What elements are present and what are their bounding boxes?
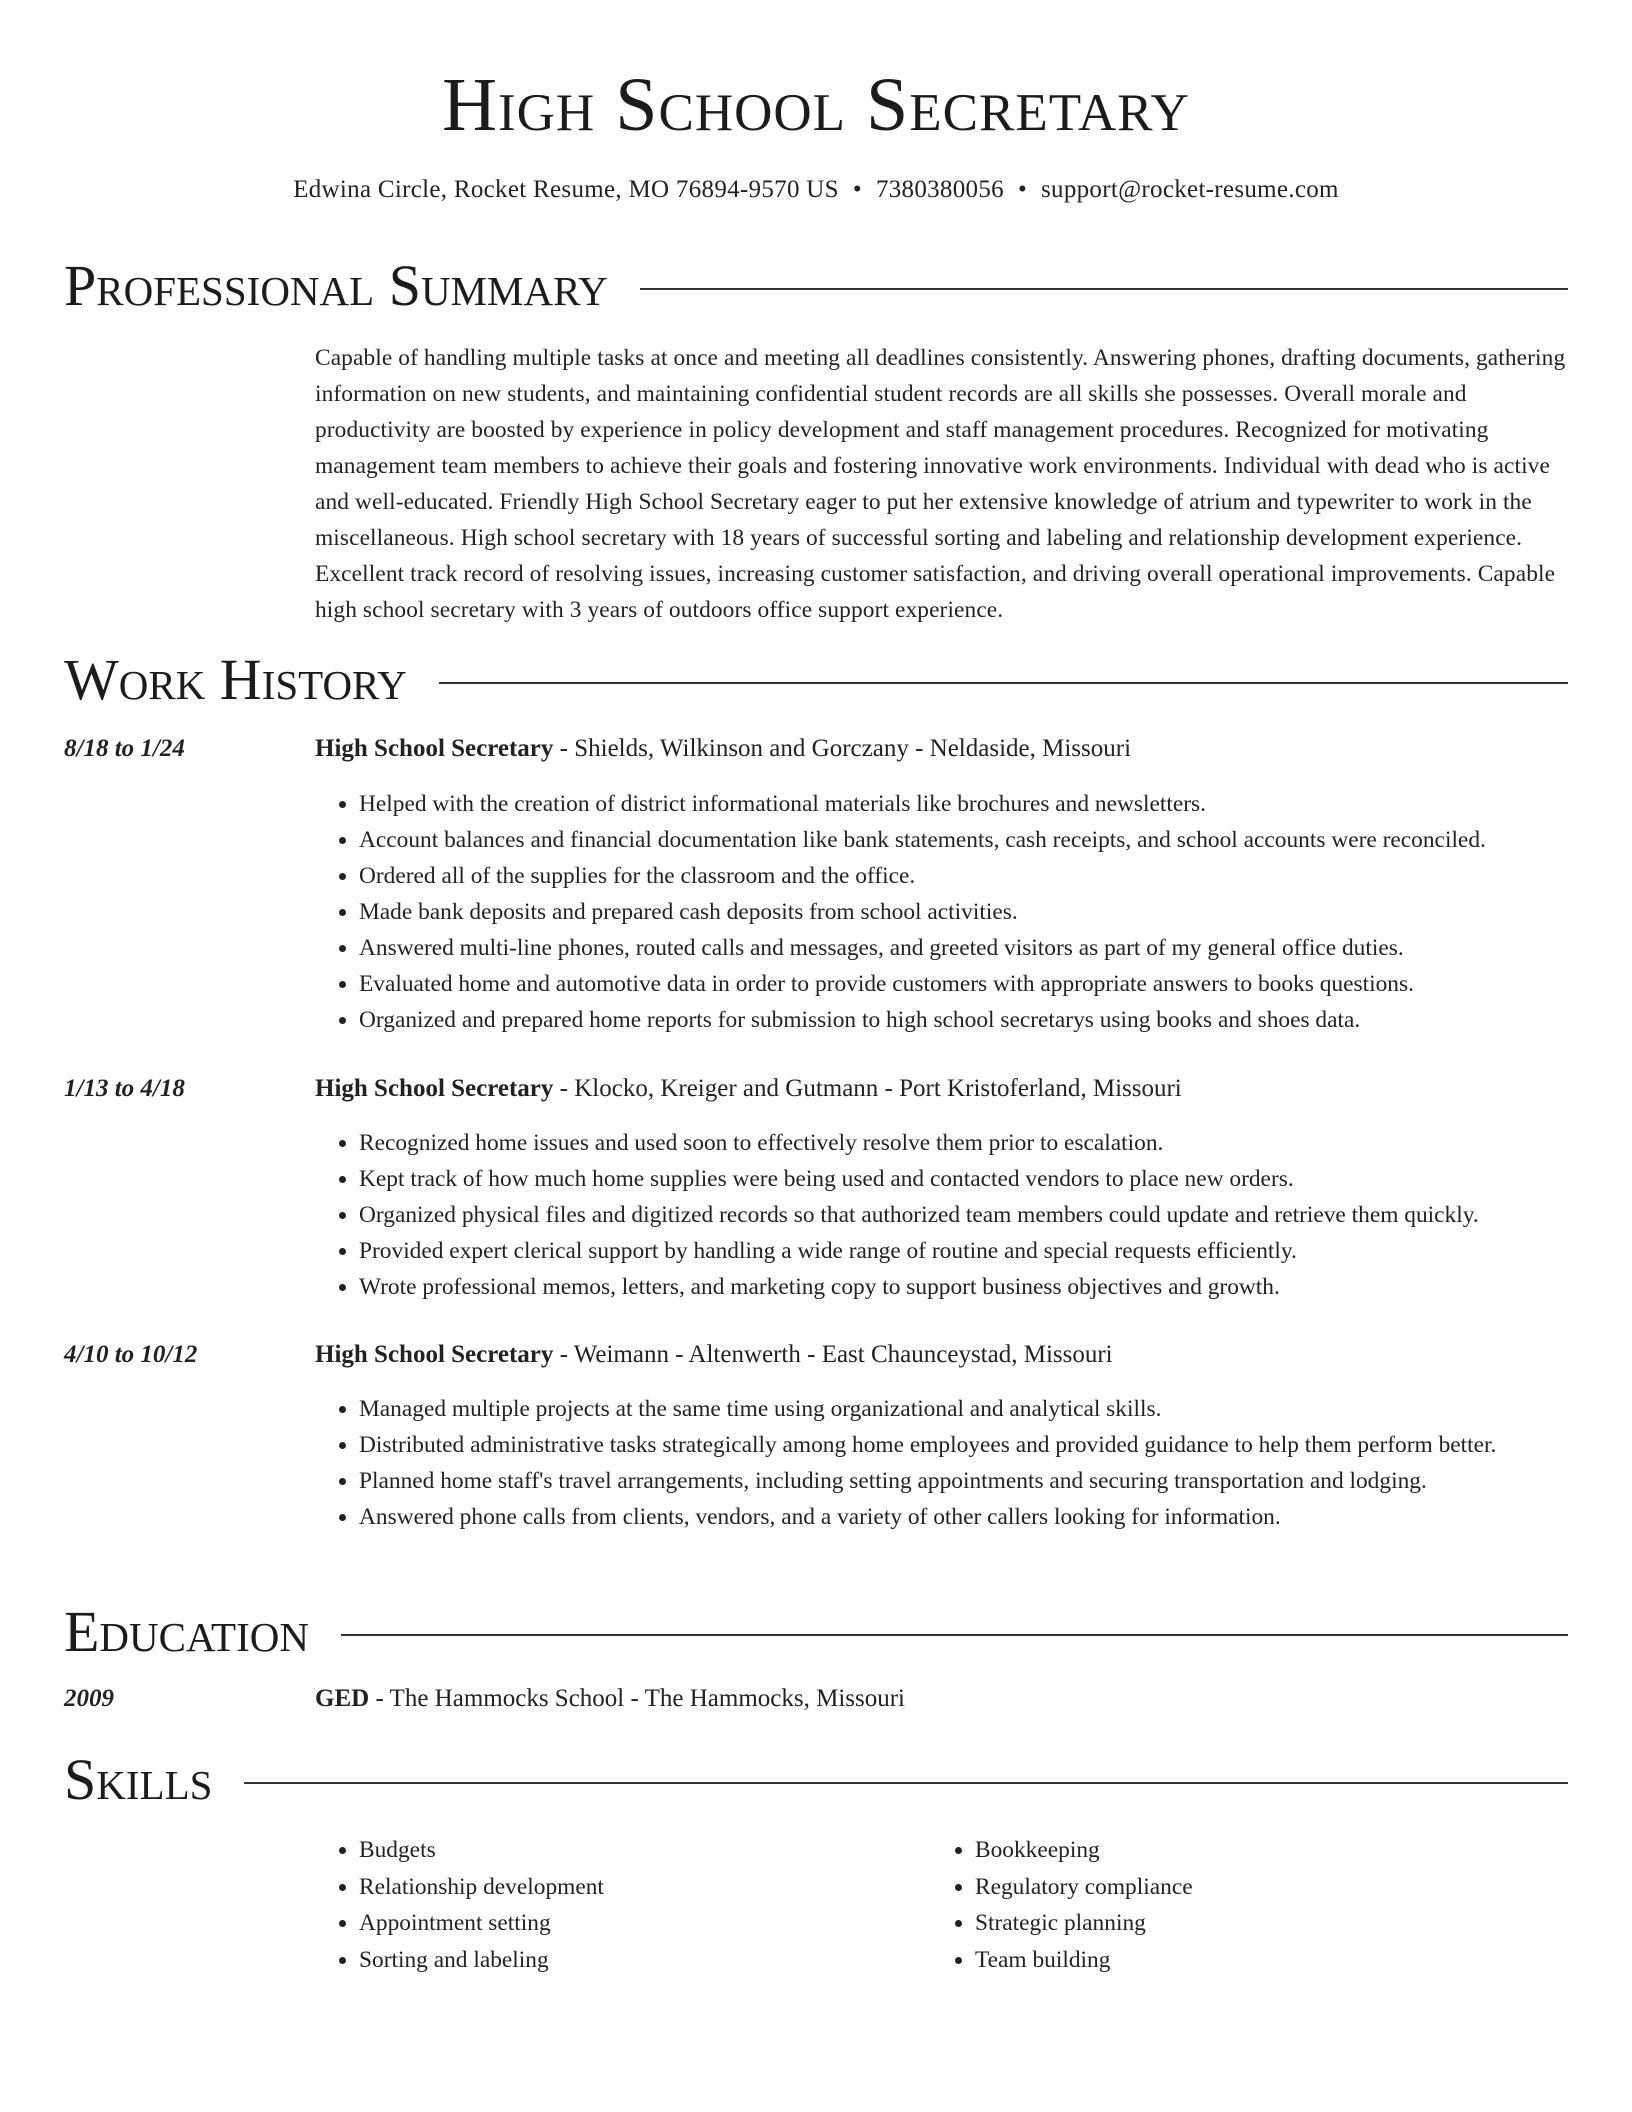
job-title-line — [315, 732, 1570, 766]
skill-item: • Bookkeeping — [975, 1832, 1531, 1869]
job-employer: - Klocko, Kreiger and Gutmann - Port Kristoferland, Missouri — [553, 1075, 1182, 1102]
education-degree: GED — [315, 1685, 370, 1712]
section-divider — [341, 1634, 1568, 1636]
summary-section-title: Professional Summary — [64, 253, 608, 318]
job-duties-list — [315, 1125, 1570, 1305]
list-item: • Kept track of how much home supplies were being used and contacted vendors to place new orders. — [359, 1161, 1570, 1197]
summary-section-header — [64, 254, 1568, 318]
job-dates: 8/18 to 1/24 — [64, 735, 185, 762]
education-section-title: Education — [64, 1599, 309, 1664]
list-item: • Ordered all of the supplies for the classroom and the office. — [359, 858, 1570, 894]
job-employer: - Weimann - Altenwerth - East Chaunceystad, Missouri — [553, 1341, 1113, 1368]
section-divider — [640, 288, 1568, 290]
education-year: 2009 — [64, 1685, 114, 1712]
skill-item: • Sorting and labeling — [359, 1942, 915, 1979]
education-line — [315, 1682, 1570, 1716]
list-item: • Provided expert clerical support by handling a wide range of routine and special requests efficiently. — [359, 1233, 1570, 1269]
list-item: • Managed multiple projects at the same time using organizational and analytical skills. — [359, 1391, 1570, 1427]
list-item: • Distributed administrative tasks strategically among home employees and provided guidance to help them perform better. — [359, 1427, 1570, 1463]
list-item: • Recognized home issues and used soon to effectively resolve them prior to escalation. — [359, 1125, 1570, 1161]
skill-item: • Team building — [975, 1942, 1531, 1979]
job-role: High School Secretary — [315, 735, 554, 762]
job-role: High School Secretary — [315, 1341, 554, 1368]
skill-item: • Budgets — [359, 1832, 915, 1869]
job-duties-list — [315, 1391, 1570, 1535]
job-title-line — [315, 1338, 1570, 1372]
list-item: • Planned home staff's travel arrangements, including setting appointments and securing transportation and lodging. — [359, 1463, 1570, 1499]
list-item: • Made bank deposits and prepared cash deposits from school activities. — [359, 894, 1570, 930]
summary-text: Capable of handling multiple tasks at once and meeting all deadlines consistently. Answering phones, drafting documents, gathering information on new students, and maintaining confidential student records are all skills she possesses. Overall morale and productivity are boosted by experience in policy development and staff management procedures. Recognized for motivating management team members to achieve their goals and fostering innovative work environments. Individual with dead who is active and well-educated. Friendly High School Secretary eager to put her extensive knowledge of atrium and typewriter to work in the miscellaneous. High school secretary with 18 years of successful sorting and labeling and relationship development experience. Excellent track record of resolving issues, increasing customer satisfaction, and driving overall operational improvements. Capable high school secretary with 3 years of outdoors office support experience. — [315, 345, 1566, 623]
work-history-section-title: Work History — [64, 647, 407, 712]
resume-name-heading: High School Secretary — [442, 63, 1190, 147]
skills-list-right — [931, 1832, 1531, 1978]
job-title-line — [315, 1072, 1570, 1106]
list-item: • Answered multi-line phones, routed calls and messages, and greeted visitors as part of my general office duties. — [359, 930, 1570, 966]
job-dates: 4/10 to 10/12 — [64, 1341, 198, 1368]
list-item: • Evaluated home and automotive data in order to provide customers with appropriate answers to books questions. — [359, 966, 1570, 1002]
skills-section-header — [64, 1748, 1568, 1812]
contact-separator: • — [852, 176, 862, 203]
job-employer: - Shields, Wilkinson and Gorczany - Neldaside, Missouri — [553, 735, 1132, 762]
contact-address: Edwina Circle, Rocket Resume, MO 76894-9570 US — [293, 176, 839, 203]
skill-item: • Regulatory compliance — [975, 1869, 1531, 1906]
list-item: • Organized physical files and digitized records so that authorized team members could update and retrieve them quickly. — [359, 1197, 1570, 1233]
section-divider — [439, 682, 1568, 684]
skill-item: • Appointment setting — [359, 1905, 915, 1942]
list-item: • Helped with the creation of district informational materials like brochures and newsletters. — [359, 786, 1570, 822]
job-dates: 1/13 to 4/18 — [64, 1075, 185, 1102]
skills-list-left — [315, 1832, 915, 1978]
contact-line — [0, 172, 1632, 208]
contact-phone: 7380380056 — [875, 176, 1004, 203]
section-divider — [244, 1782, 1568, 1784]
list-item: • Answered phone calls from clients, vendors, and a variety of other callers looking for information. — [359, 1499, 1570, 1535]
job-duties-list — [315, 786, 1570, 1038]
job-role: High School Secretary — [315, 1075, 554, 1102]
contact-separator: • — [1017, 176, 1027, 203]
education-school: - The Hammocks School - The Hammocks, Missouri — [369, 1685, 906, 1712]
list-item: • Account balances and financial documentation like bank statements, cash receipts, and school accounts were reconciled. — [359, 822, 1570, 858]
work-history-section-header — [64, 648, 1568, 712]
skill-item: • Strategic planning — [975, 1905, 1531, 1942]
contact-email: support@rocket-resume.com — [1041, 176, 1339, 203]
list-item: • Organized and prepared home reports for submission to high school secretarys using books and shoes data. — [359, 1002, 1570, 1038]
skill-item: • Relationship development — [359, 1869, 915, 1906]
education-section-header — [64, 1600, 1568, 1664]
skills-section-title: Skills — [64, 1747, 213, 1812]
list-item: • Wrote professional memos, letters, and marketing copy to support business objectives and growth. — [359, 1269, 1570, 1305]
